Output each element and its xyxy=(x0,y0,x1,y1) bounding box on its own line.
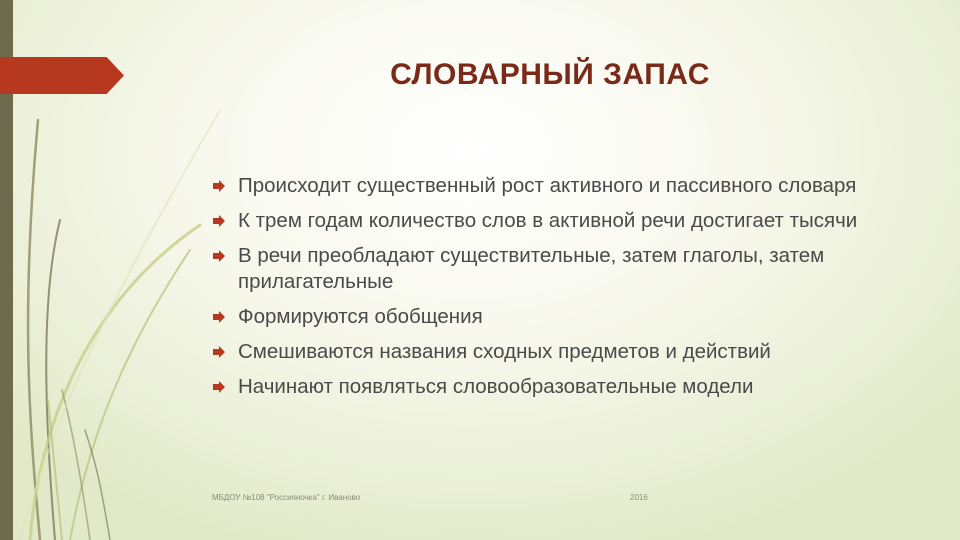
bullet-text: Формируются обобщения xyxy=(238,305,483,328)
arrow-right-icon xyxy=(212,214,226,228)
footer-organization: МБДОУ №108 "Россияночка" г. Иваново xyxy=(212,493,361,502)
list-item xyxy=(212,304,892,330)
title-flag-arrow xyxy=(0,57,124,94)
bullet-text: Происходит существенный рост активного и пассивного словаря xyxy=(238,174,857,197)
arrow-right-icon xyxy=(212,345,226,359)
arrow-right-icon xyxy=(212,179,226,193)
list-item xyxy=(212,173,892,199)
bullet-text: Начинают появляться словообразовательные модели xyxy=(238,375,754,398)
arrow-right-icon xyxy=(212,310,226,324)
bullet-text: В речи преобладают существительные, затем глаголы, затем прилагательные xyxy=(238,244,825,293)
list-item xyxy=(212,243,892,295)
list-item xyxy=(212,339,892,365)
bullet-text: Смешиваются названия сходных предметов и действий xyxy=(238,340,771,363)
list-item xyxy=(212,208,892,234)
arrow-right-icon xyxy=(212,380,226,394)
bullet-list xyxy=(212,173,892,409)
slide-title: СЛОВАРНЫЙ ЗАПАС xyxy=(390,58,710,91)
footer-year: 2016 xyxy=(630,493,648,502)
arrow-right-icon xyxy=(212,249,226,263)
list-item xyxy=(212,374,892,400)
bullet-text: К трем годам количество слов в активной речи достигает тысячи xyxy=(238,209,858,232)
